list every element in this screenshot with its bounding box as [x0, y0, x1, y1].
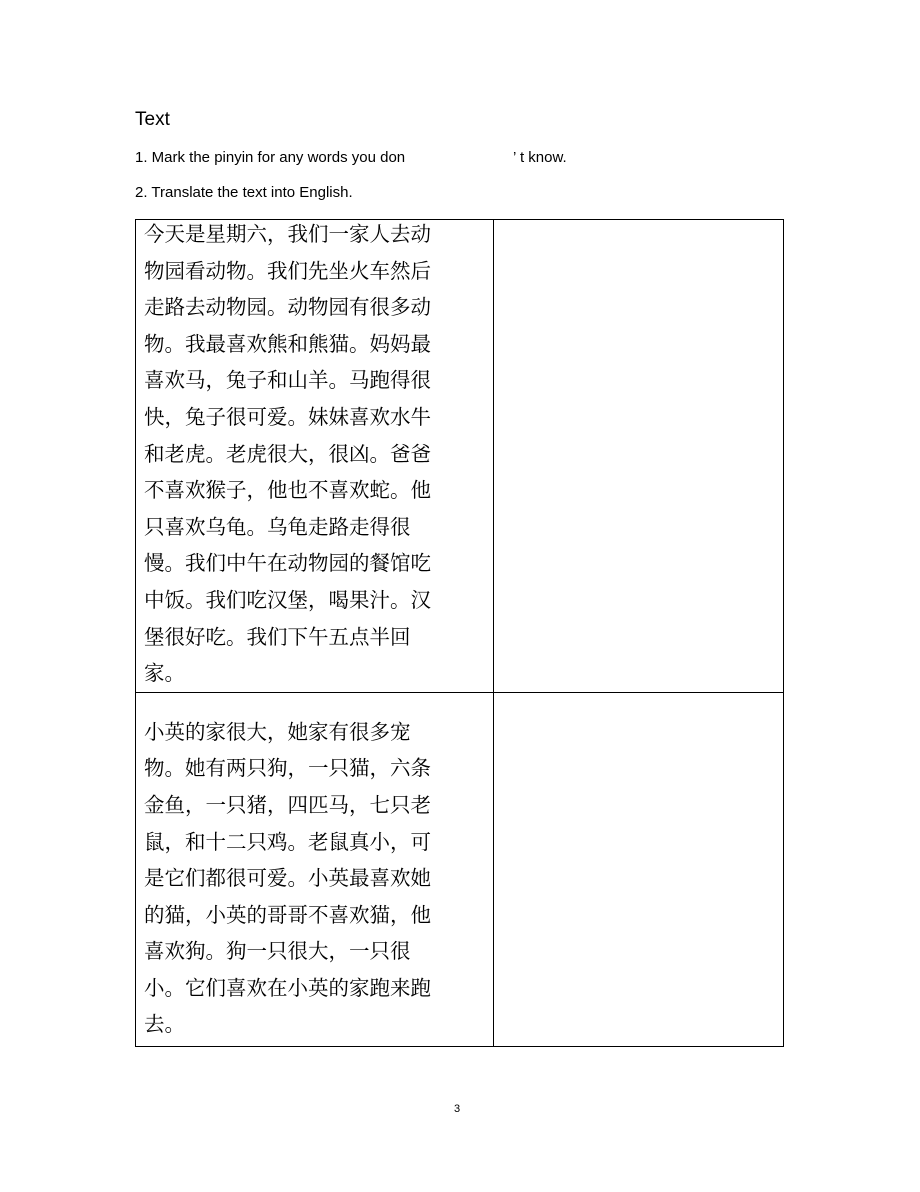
section-heading: Text: [135, 109, 170, 130]
passage-line: 中饭。我们吃汉堡，喝果汁。汉: [144, 587, 431, 612]
passage-line: 走路去动物园。动物园有很多动: [144, 295, 431, 320]
passage-line: 喜欢马，兔子和山羊。马跑得很: [144, 368, 431, 393]
page-number: 3: [454, 1103, 461, 1115]
worksheet-table: [135, 219, 784, 1047]
translation-cell-1[interactable]: [494, 220, 784, 693]
passage-line: 小英的家很大，她家有很多宠: [144, 719, 411, 744]
passage-line: 只喜欢乌龟。乌龟走路走得很: [144, 514, 411, 539]
passage-line: 的猫，小英的哥哥不喜欢猫，他: [144, 902, 431, 927]
passage-line: 喜欢狗。狗一只很大，一只很: [144, 939, 411, 964]
passage-line: 去。: [144, 1012, 185, 1037]
table-row: [136, 692, 784, 1046]
passage-line: 堡很好吃。我们下午五点半回: [144, 624, 411, 649]
passage-line: 是它们都很可爱。小英最喜欢她: [144, 866, 431, 891]
passage-line: 快，兔子很可爱。妹妹喜欢水牛: [144, 404, 431, 429]
passage-line: 今天是星期六，我们一家人去动: [144, 222, 431, 246]
passage-line: 鼠，和十二只鸡。老鼠真小，可: [144, 829, 431, 854]
passage-line: 慢。我们中午在动物园的餐馆吃: [144, 551, 431, 576]
passage-line: 不喜欢猴子，他也不喜欢蛇。他: [144, 478, 431, 503]
instruction-1: 1. Mark the pinyin for any words you don: [135, 149, 406, 166]
instruction-2: 2. Translate the text into English.: [135, 184, 353, 201]
passage-line: 物园看动物。我们先坐火车然后: [144, 258, 431, 283]
passage-line: 和老虎。老虎很大，很凶。爸爸: [144, 441, 431, 466]
passage-cell-2: [136, 692, 494, 1046]
table-row: [136, 220, 784, 693]
passage-cell-1: [136, 220, 494, 693]
passage-line: 小。它们喜欢在小英的家跑来跑: [144, 975, 431, 1000]
passage-line: 物。我最喜欢熊和熊猫。妈妈最: [144, 331, 431, 356]
instruction-1-continued: ’ t know.: [513, 149, 567, 166]
passage-line: 家。: [144, 661, 185, 686]
passage-1: [136, 216, 493, 692]
translation-cell-2[interactable]: [494, 692, 784, 1046]
passage-line: 金鱼，一只猪，四匹马，七只老: [144, 792, 431, 817]
passage-2: [136, 693, 493, 1043]
passage-line: 物。她有两只狗，一只猫，六条: [144, 756, 431, 781]
